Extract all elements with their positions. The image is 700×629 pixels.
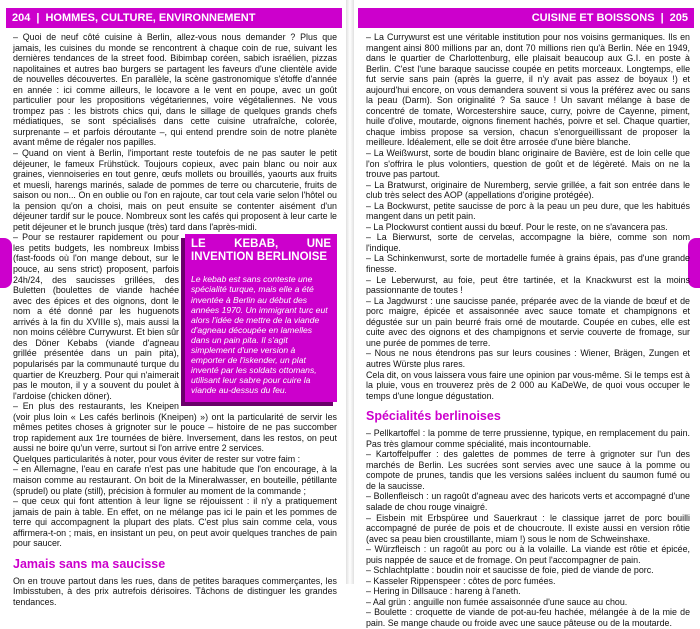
specialite-schlachtplatte: – Schlachtplatte : boudin noir et saucisse de foie, pied de viande de porc. [366,565,654,576]
sausage-bratwurst: – La Bratwurst, originaire de Nuremberg, servie grillée, a fait son entrée dans le club très select des AOP (appellations d'origine protégée). [366,179,690,201]
left-page-header: 204 | HOMMES, CULTURE, ENVIRONNEMENT [6,8,342,28]
right-page-column [366,32,690,629]
right-page-number: 205 [669,12,688,24]
paragraph-intro: – Quoi de neuf côté cuisine à Berlin, allez-vous nous demander ? Plus que jamais, les cuisines du monde se rencontrent à chaque coin de rue, suivant les dernières tendances de la street food. Bibimbap coréen, sabich israélien, pizzas napolitaines et autres bao burgers se partagent les faveurs d'une clientèle avide de nouvelles découvertes. En parallèle, la scène gastronomique s'étoffe d'année en année : ici comme ailleurs, le locavore a le vent en poupe, avec un goût particulier pour les propositions végétariennes, voire végétaliennes. Ne vous trompez pas : les bistrots chics qui, dans le sillage de quelques grands chefs médiatiques, se sont spécialisés dans cette cuisine utrafraîche, colorée, surprenante – et parfois déroutante –, qui entend prendre soin de notre planète avant même de régaler nos papilles. [13,32,337,148]
left-page-number: 204 [12,12,31,24]
sausage-jagdwurst: – La Jagdwurst : une saucisse panée, préparée avec de la viande de bœuf et de porc maigre, épicée et assaisonnée avec sauce tomate et champignons et dégustée sur un pain beurré frais orné de moutarde. Coupée en cubes, elle est cuite avec des oignons et des champignons et servie couverte de fromage, sur une purée de pommes de terre. [366,295,690,348]
paragraph-fruhstuck: – Quand on vient à Berlin, l'important reste toutefois de ne pas sauter le petit déjeuner, le fameux Frühstück. Toujours copieux, avec pain blanc ou noir aux graines, viennoiseries en tout genre, œufs mollets ou brouillés, yaourts aux fruits et muesli, harengs marinés, salade de pommes de terre ou charcuterie, fruits de saison ou non... On en oublie ou l'on en rajoute, car tout cela varie selon l'hôtel ou la pension qu'on a choisi, mais on peut ensuite se contenter aisément d'un déjeuner tardif sur le pouce. Nombreux sont les cafés qui proposent à leur carte le petit déjeuner et le brunch jusque (très) tard dans l'après-midi. [13,148,337,232]
paragraph-particularites: Quelques particularités à noter, pour vous éviter de rester sur votre faim : [13,453,301,464]
heading-specialites-berlinoises: Spécialités berlinoises [366,409,501,424]
sausage-plockwurst: – La Plockwurst contient aussi du bœuf. Pour le reste, on ne s'avancera pas. [366,221,668,232]
sausage-weisswurst: – La Weißwurst, sorte de boudin blanc originaire de Bavière, est de loin celle que l'on s'offrira le plus volontiers, question de goût et de légèreté. Mais on ne la trouve pas partout. [366,148,690,180]
left-running-title: HOMMES, CULTURE, ENVIRONNEMENT [45,12,256,24]
sausage-schinkenwurst: – La Schinkenwurst, sorte de mortadelle fumée à grains épais, pas d'une grande finesse. [366,253,690,275]
left-page-column [13,32,337,607]
paragraph-saucisse-intro: On en trouve partout dans les rues, dans de petites baraques commerçantes, les Imbisstuben, à des prix autrefois dérisoires. Tâchons de distinguer les grandes tendances. [13,575,337,607]
specialite-hering: – Hering in Dillsauce : hareng à l'aneth. [366,586,521,597]
sausage-bierwurst: – La Bierwurst, sorte de cervelas, accompagne la bière, comme son nom l'indique. [366,232,690,253]
specialite-wurzfleisch: – Würzfleisch : un ragoût au porc ou à la volaille. La viande est rôtie et épicée, puis nappée de sauce et de fromage. On peut l'accompagner de pain. [366,544,690,565]
page-gutter [346,0,354,584]
specialite-pellkartoffel: – Pellkartoffel : la pomme de terre prussienne, typique, en remplacement du pain. Pas très glamour comme spécialité, mais incontournable. [366,428,690,449]
specialite-eisbein: – Eisbein mit Erbspüree und Sauerkraut : le classique jarret de porc bouilli accompagné de purée de pois et de choucroute. Il existe aussi en version rôtie (avec sa peau bien croustillante, miam !) sous le nom de Schweinshaxe. [366,512,690,544]
specialite-kartoffelpuffer: – Kartoffelpuffer : des galettes de pommes de terre à grignoter sur l'un des marchés de Berlin. Les sucrées sont servies avec une sauce à la pomme ou compote de prunes, tandis que les versions salées incluent du saumon fumé ou de la saucisse. [366,449,690,491]
specialite-aal-grun: – Aal grün : anguille non fumée assaisonnée d'une sauce au chou. [366,596,628,607]
sausage-bockwurst: – La Bockwurst, petite saucisse de porc à la peau un peu dure, que les habitués mangent dans un petit pain. [366,200,690,222]
sausage-cousines: – Nous ne nous étendrons pas sur leurs cousines : Wiener, Brägen, Zungen et autres Würste plus rares. [366,348,690,369]
paragraph-pain: – que ceux qui font attention à leur ligne se réjouissent : il n'y a pratiquement jamais de pain à table. En effet, on ne mélange pas ici le pain et les pommes de terre qui accompagnent la plupart des plats. C'est plus sain comme cela, vous affirmera-t-on ; mais, en insistant un peu, on peut avoir quelques tranches de pain pour saucer. [13,496,337,549]
sausage-leberwurst: – Le Leberwurst, au foie, peut être tartinée, et la Knackwurst est la moins passionnante de toutes ! [366,274,690,296]
kebab-box-body: Le kebab est sans conteste une spécialité turque, mais elle a été inventée à Berlin au début des années 1970. Un immigrant turc eut alors l'idée de mettre de la viande d'agneau découpée en lamelles dans un pain pita. Il s'agit simplement d'une version à emporter de l'iskender, un plat inventé par les soldats ottomans, utilisant leur sabre pour cuire la viande au-dessus du feu. [191,274,328,396]
specialite-boulette: – Boulette : croquette de viande de pot-au-feu hachée, mélangée à de la mie de pain. Se mange chaude ou froide avec une sauce pâteuse ou de la moutarde. [366,607,690,628]
left-thumb-tab [0,238,12,288]
kebab-box-title: LE KEBAB, UNE INVENTION BERLINOISE [185,234,337,270]
sausage-currywurst: – La Currywurst est une véritable institution pour nos voisins germaniques. Ils en mangent ainsi 800 millions par an, dont 70 millions rien qu'à Berlin. Née en 1949, dans le quartier de Charlottenburg, elle plaisait beaucoup aux G.I. en poste à Berlin. C'est l'une baraque saucisse coupée en petits morceaux. Longtemps, elle fut servie sans pain (après la guerre, il n'y avait pas assez de boyaux !) et aujourd'hui encore, on vous demandera souvent si vous la préférez avec ou sans la peau (Darm). Son originalité ? Sa sauce ! Un savant mélange à base de concentré de tomate, Worcestershire sauce, curry, poivre de Cayenne, piment, huile d'olive, moutarde, oignons finement hachés, poivre et sel. Chaque quartier, chaque imbiss propose sa version, chacun s'enorgueillissant de proposer la meilleure. Idéalement, elle se doit être arrosée d'une bière blanche. [366,32,690,148]
right-page-header: CUISINE ET BOISSONS | 205 [358,8,694,28]
sausage-conclusion: Cela dit, on vous laissera vous faire une opinion par vous-même. Si le temps est à la pluie, vous en trouverez près de 2 000 au KaDeWe, de quoi vous occuper le temps d'une longue dégustation. [366,369,690,401]
kebab-sidebar-box [185,234,337,401]
paragraph-eau: – en Allemagne, l'eau en carafe n'est pas une habitude que l'on encourage, à la maison comme au restaurant. On boit de la Mineralwasser, en bouteille, pétillante (sprudel) ou plate (still), précision à formuler au moment de la commande ; [13,464,337,496]
specialite-kasseler: – Kasseler Rippenspeer : côtes de porc fumées. [366,575,556,586]
specialite-bollenfleisch: – Bollenfleisch : un ragoût d'agneau avec des haricots verts et accompagné d'une salade de chou rouge vinaigré. [366,491,690,512]
right-running-title: CUISINE ET BOISSONS [531,12,655,24]
paragraph-imbiss: – Pour se restaurer rapidement ou pour les petits budgets, les nombreux Imbiss (fast-foods où l'on mange debout, sur le pouce, au sens strict) proposent, parfois 24h/24, des saucisses grillées, des Buletten (boulettes de viande hachée avec des épices et des oignons, dont le nom a été donné par les huguenots arrivés à la fin du XVIIIe s), mais aussi la non moins célèbre Currywurst. Et bien sûr des Döner Kebabs (viande d'agneau grillée présentée dans un pain pita), popularisés par la communauté turque du quartier de Kreuzberg. Pour qui n'aimerait pas le mouton, il y a souvent du poulet à l'ardoise (chicken döner). [13,232,179,401]
heading-jamais-sans-saucisse: Jamais sans ma saucisse [13,556,166,571]
paragraph-kneipen: – En plus des restaurants, les Kneipen (voir plus loin « Les cafés berlinois (Kneipen) ») ont la particularité de servir les mêmes petites choses à grignoter sur le pouce – histoire de ne pas succomber trop rapidement aux 1re tournées de bière. Inversement, dans les restos, on peut aussi ne boire qu'un verre, surtout si l'on arrive entre 2 services. [13,401,337,454]
